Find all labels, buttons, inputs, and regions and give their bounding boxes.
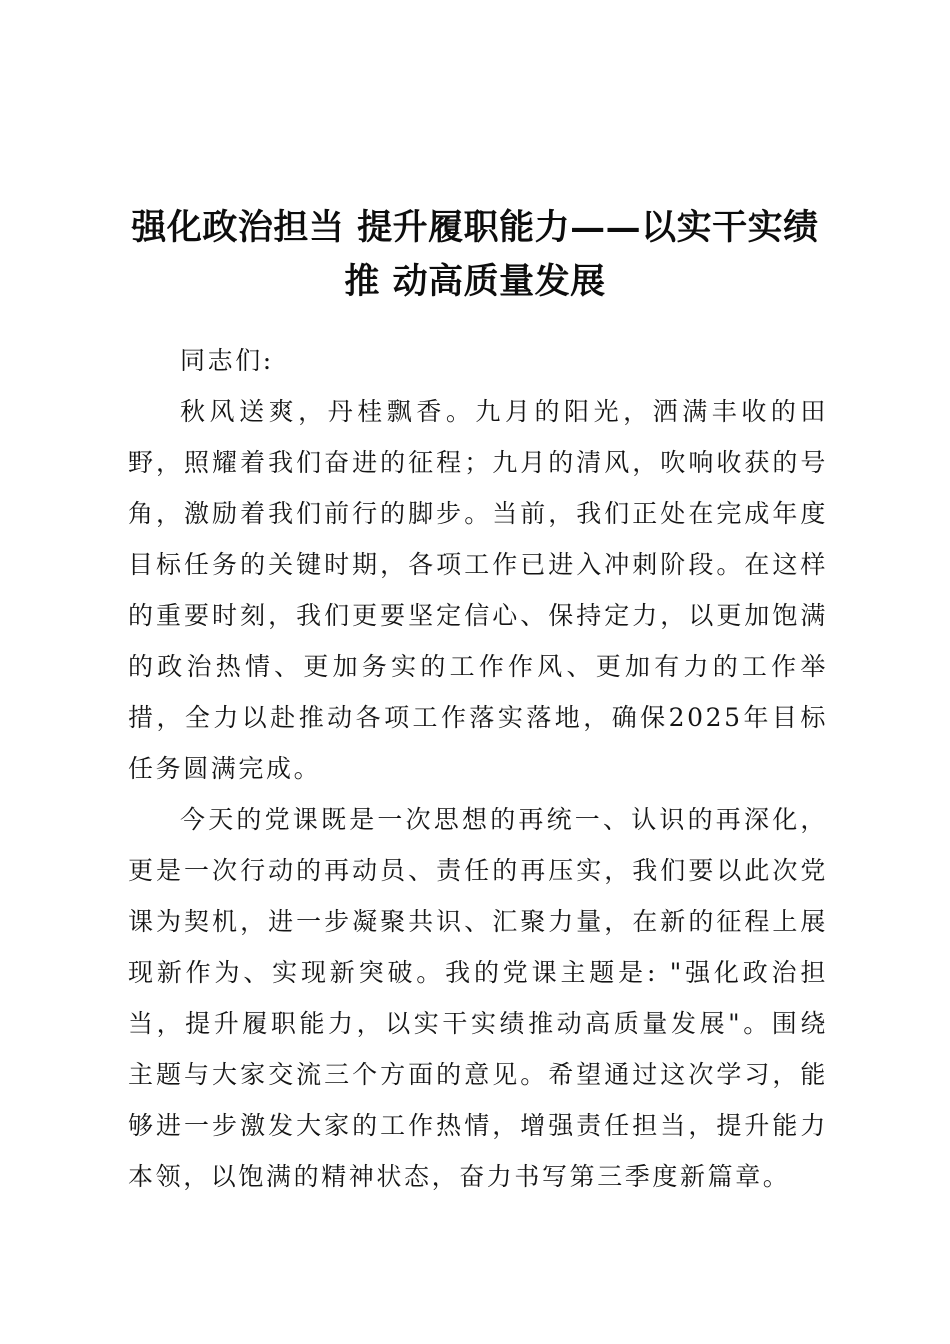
paragraph-1: 秋风送爽，丹桂飘香。九月的阳光，洒满丰收的田野，照耀着我们奋进的征程；九月的清风，吹响收获的号角，激励着我们前行的脚步。当前，我们正处在完成年度目标任务的关键时期，各项工作已进入冲刺阶段。在这样的重要时刻，我们更要坚定信心、保持定力，以更加饱满的政治热情、更加务实的工作作风、更加有力的工作举措，全力以赴推动各项工作落实落地，确保2025年目标任务圆满完成。 — [128, 397, 828, 783]
title-line-1: 强化政治担当 提升履职能力——以实干实绩 — [131, 207, 819, 249]
greeting: 同志们: — [180, 346, 274, 375]
paragraph-2: 今天的党课既是一次思想的再统一、认识的再深化，更是一次行动的再动员、责任的再压实，我们要以此次党课为契机，进一步凝聚共识、汇聚力量，在新的征程上展现新作为、实现新突破。我的党课主题是: "强化政治担当，提升履职能力，以实干实绩推动高质量发展"。围绕主题与大家交流三个方面的意见。希望通过这次学习，能够进一步激发大家的工作热情，增强责任担当，提升能力本领，以饱满的精神状态，奋力书写第三季度新篇章。 — [128, 805, 828, 1191]
title-line-2: 推 动高质量发展 — [344, 261, 606, 303]
document-title — [120, 201, 830, 309]
document-body — [128, 335, 828, 1202]
